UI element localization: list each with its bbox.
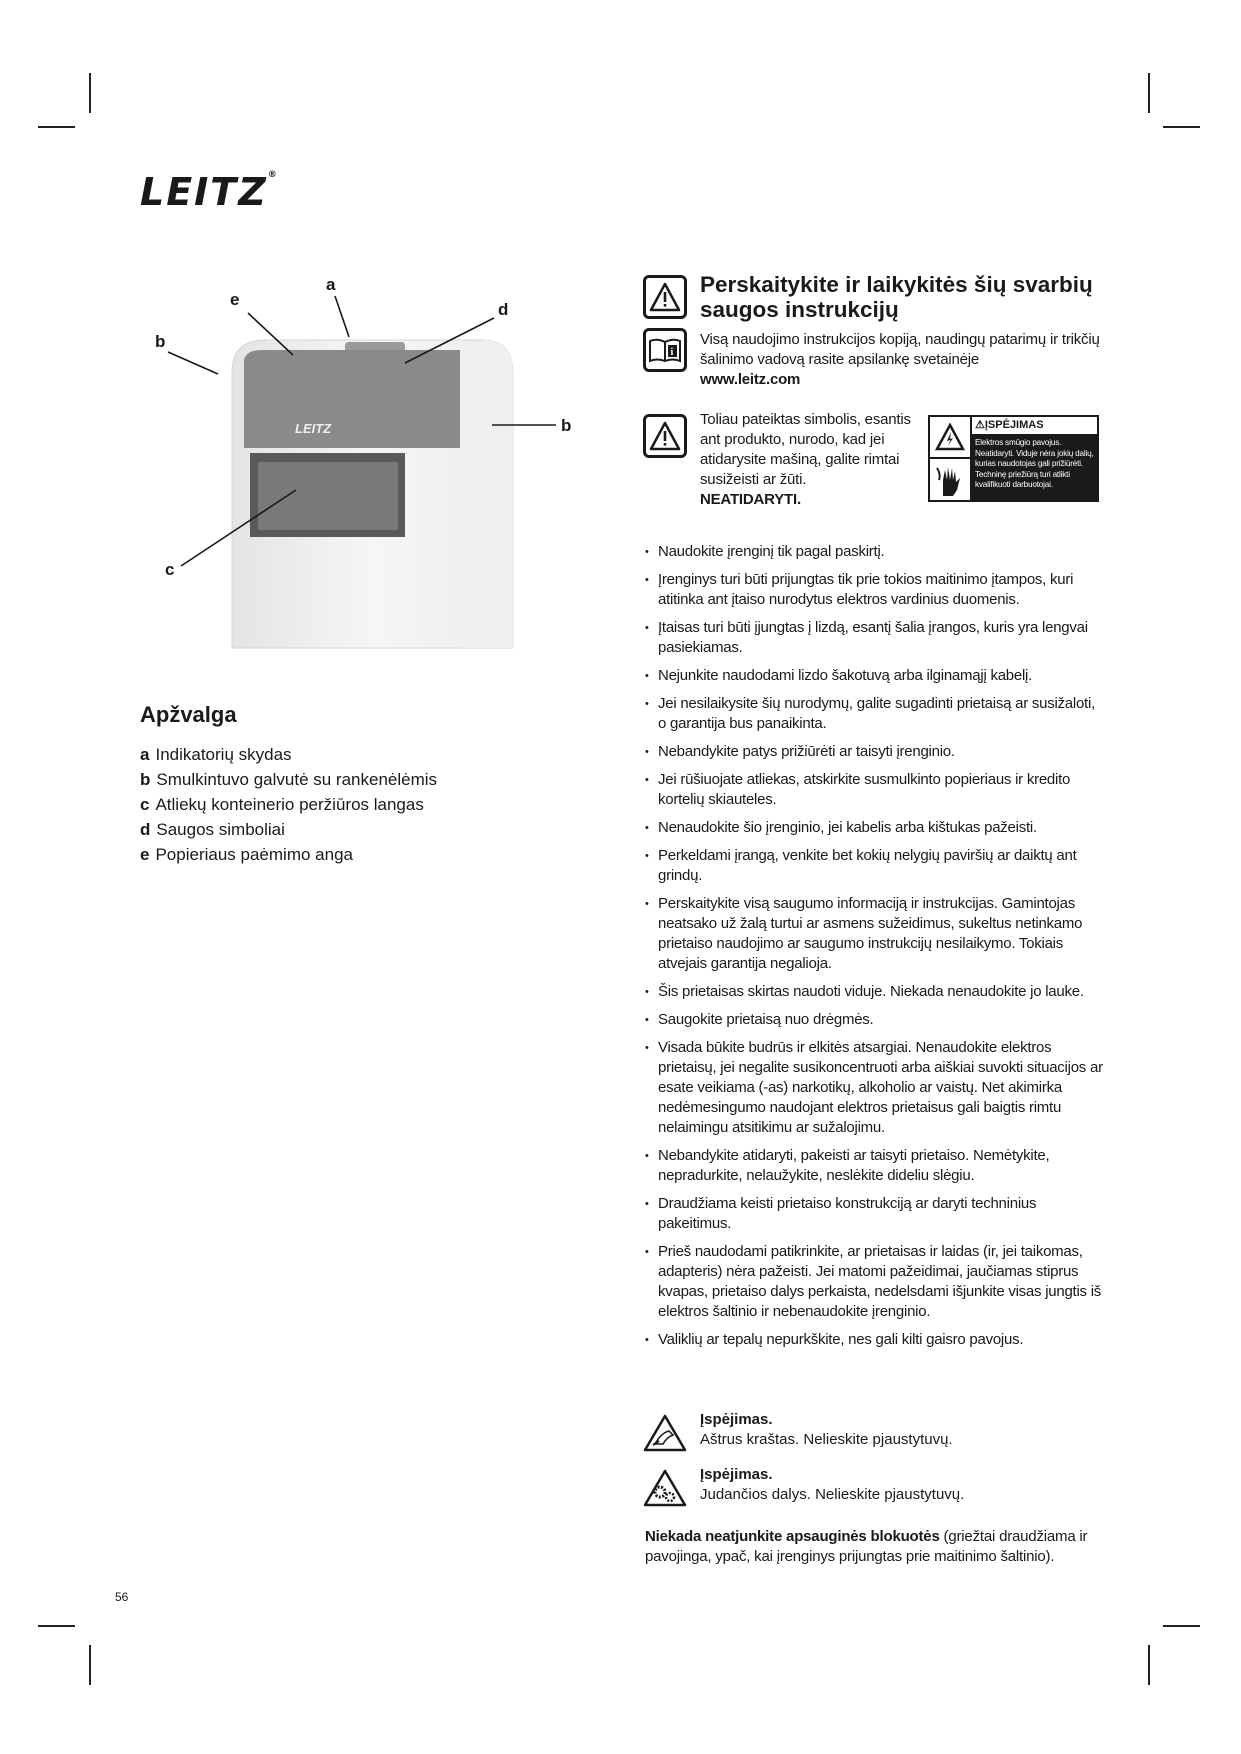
shredder-side <box>462 340 513 648</box>
label-b-left: b <box>155 332 166 351</box>
crop-mark <box>89 73 91 113</box>
safety-instruction: • Nejunkite naudodami lizdo šakotuvą arba ilginamąjį kabelį. <box>645 666 1105 686</box>
caution-moving-parts: Įspėjimas. Judančios dalys. Nelieskite pjaustytuvų. <box>700 1466 965 1503</box>
safety-instruction: • Įrenginys turi būti prijungtas tik prie tokios maitinimo įtampos, kuri atitinka ant įtaiso nurodytus elektros vardinius duomenis. <box>645 570 1105 610</box>
crop-mark <box>89 1645 91 1685</box>
sharp-edge-warning-icon <box>643 1413 687 1458</box>
warning-label-text: Elektros smūgio pavojus. Neatidaryti. Viduje nėra jokių dalių, kurias naudotojas gali prižiūrėti. Techninę priežiūrą turi atlikti kvalifikuoti darbuotojai. <box>972 436 1097 500</box>
crop-mark <box>38 126 75 128</box>
moving-parts-warning-icon <box>643 1468 687 1513</box>
safety-instruction: • Visada būkite budrūs ir elkitės atsargiai. Nenaudokite elektros prietaisų, jei negalite susikoncentruoti arba aiškiai suvokti situacijos ar esate veikiama (-as) narkotikų, alkoholio ar vaistų. Net akimirka nedėmesingumo naudojant elektros prietaisus gali baigtis rimtu nelaimingu atsitikimu ar sužalojimu. <box>645 1038 1105 1138</box>
overview-item-key: d <box>140 820 151 839</box>
overview-title: Apžvalga <box>140 702 237 727</box>
electric-shock-warning-label <box>928 415 1099 502</box>
symbol-explanation: Toliau pateiktas simbolis, esantis ant produkto, nurodo, kad jei atidarysite mašiną, galite rimtai susižeisti ar žūti. NEATIDARYTI. <box>700 411 911 508</box>
panel-logo: LEITZ <box>295 421 332 436</box>
warning-label-title: ⚠ĮSPĖJIMAS <box>972 417 1097 436</box>
safety-instruction: • Jei nesilaikysite šių nurodymų, galite sugadinti prietaisą ar susižaloti, o garantija bus panaikinta. <box>645 694 1105 734</box>
caution-sharp-edge: Įspėjimas. Aštrus kraštas. Nelieskite pjaustytuvų. <box>700 1411 953 1448</box>
crop-mark <box>38 1625 75 1627</box>
safety-instruction: • Perkeldami įrangą, venkite bet kokių nelygių paviršių ar daiktų ant grindų. <box>645 846 1105 886</box>
warning-triangle-icon <box>643 275 687 319</box>
overview-item-key: c <box>140 795 150 814</box>
manual-info-icon <box>643 328 687 372</box>
overview-list <box>140 742 437 867</box>
label-e: e <box>230 290 240 309</box>
crop-mark <box>1163 1625 1200 1627</box>
label-a: a <box>326 275 336 294</box>
interlock-warning: Niekada neatjunkite apsauginės blokuotės (griežtai draudžiama ir pavojinga, ypač, kai įrenginys prijungtas prie maitinimo šaltinio). <box>645 1528 1088 1565</box>
overview-item-label: Indikatorių skydas <box>155 745 292 764</box>
label-c: c <box>165 560 175 579</box>
overview-item-label: Popieriaus paėmimo anga <box>155 845 353 864</box>
website-link[interactable]: www.leitz.com <box>700 371 801 388</box>
safety-instruction: • Nebandykite atidaryti, pakeisti ar taisyti prietaiso. Nemėtykite, nepradurkite, nelaužykite, neslėkite dideliu slėgiu. <box>645 1146 1105 1186</box>
safety-instruction: • Jei rūšiuojate atliekas, atskirkite susmulkinto popieriaus ir kredito kortelių skiauteles. <box>645 770 1105 810</box>
crop-mark <box>1148 73 1150 113</box>
crop-mark <box>1163 126 1200 128</box>
page-number: 56 <box>115 1590 129 1604</box>
safety-instruction: • Įtaisas turi būti įjungtas į lizdą, esantį šalia įrangos, kuris yra lengvai pasiekiamas. <box>645 618 1105 658</box>
safety-instruction: • Perskaitykite visą saugumo informaciją ir instrukcijas. Gamintojas neatsako už žalą turtui ar asmens sužeidimus, sukeltus netinkamo prietaiso naudojimo ar saugumo instrukcijų nesilaikymo. Tokiais atvejais garantija negalioja. <box>645 894 1105 974</box>
overview-item-label: Atliekų konteinerio peržiūros langas <box>155 795 424 814</box>
safety-instruction: • Prieš naudodami patikrinkite, ar prietaisas ir laidas (ir, jei taikomas, adapteris) nėra pažeisti. Jei matomi pažeidimai, jaučiamas stiprus kvapas, prietaiso dalys perkaista, nedelsdami išjunkite visas jungtis iš elektros šaltinio ir nebenaudokite įrenginio. <box>645 1242 1105 1322</box>
overview-item-e <box>140 842 437 867</box>
overview-item-label: Saugos simboliai <box>156 820 285 839</box>
do-not-open-text: NEATIDARYTI. <box>700 491 801 508</box>
crop-mark <box>1148 1645 1150 1685</box>
warning-triangle-icon <box>643 414 687 458</box>
safety-instruction: • Šis prietaisas skirtas naudoti viduje. Niekada nenaudokite jo lauke. <box>645 982 1105 1002</box>
overview-item-key: a <box>140 745 150 764</box>
safety-instruction: • Nenaudokite šio įrenginio, jei kabelis arba kištukas pažeisti. <box>645 818 1105 838</box>
svg-text:i: i <box>670 347 674 358</box>
front-panel <box>244 350 460 448</box>
overview-item-key: b <box>140 770 151 789</box>
overview-item-label: Smulkintuvo galvutė su rankenėlėmis <box>156 770 438 789</box>
safety-instruction: • Draudžiama keisti prietaiso konstrukciją ar daryti techninius pakeitimus. <box>645 1194 1105 1234</box>
safety-instruction: • Naudokite įrenginį tik pagal paskirtį. <box>645 542 1105 562</box>
safety-heading: Perskaitykite ir laikykitės šių svarbių saugos instrukcijų <box>700 272 1093 322</box>
safety-instruction: • Saugokite prietaisą nuo drėgmės. <box>645 1010 1105 1030</box>
leitz-logo: LEITZ® <box>140 170 279 214</box>
label-d: d <box>498 300 509 319</box>
overview-item-b <box>140 767 437 792</box>
label-b-right: b <box>561 416 572 435</box>
safety-instruction: • Nebandykite patys prižiūrėti ar taisyti įrenginio. <box>645 742 1105 762</box>
safety-instructions-list <box>645 542 1105 1358</box>
electric-hazard-icon <box>930 417 970 459</box>
manual-info-text: Visą naudojimo instrukcijos kopiją, naudingų patarimų ir trikčių šalinimo vadovą rasite apsilankę svetainėje www.leitz.com <box>700 331 1100 388</box>
overview-item-key: e <box>140 845 150 864</box>
overview-item-d <box>140 817 437 842</box>
hand-shock-icon <box>930 459 970 500</box>
shredder-illustration <box>140 270 580 690</box>
overview-item-c <box>140 792 437 817</box>
safety-instruction: • Valiklių ar tepalų nepurkškite, nes gali kilti gaisro pavojus. <box>645 1330 1105 1350</box>
overview-item-a <box>140 742 437 767</box>
